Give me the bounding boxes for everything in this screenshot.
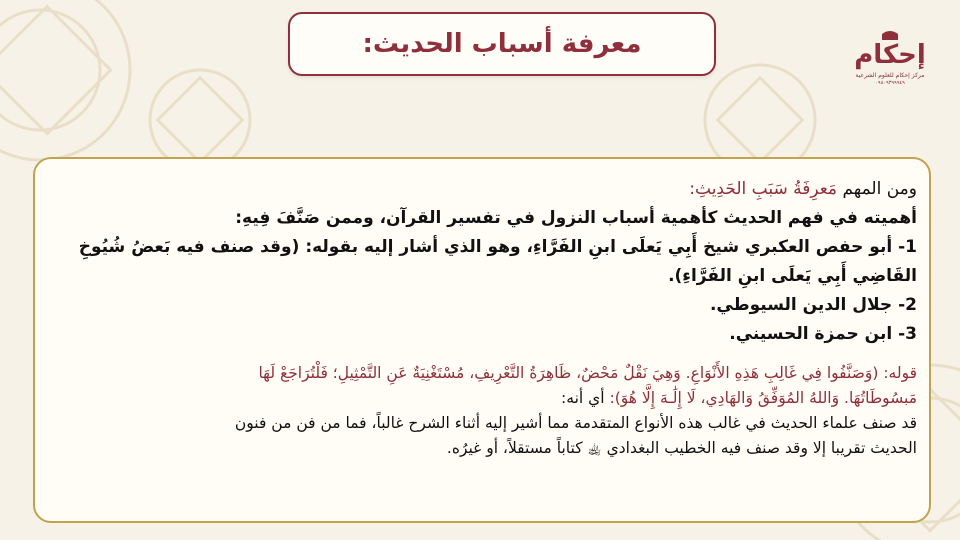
logo-subtitle: مركز إحكام للعلوم الشرعية bbox=[855, 72, 925, 79]
paragraph-1 bbox=[47, 175, 917, 204]
logo-contact: ٠٩٨٠٩٣٩٩٩٤٩ bbox=[875, 80, 905, 86]
page-title: معرفة أسباب الحديث: bbox=[362, 29, 642, 59]
quote-line-2 bbox=[47, 386, 917, 411]
list-item-1-cont: القَاضِي أَبِي يَعلَى ابنِ الفَرَّاءِ). bbox=[668, 266, 917, 286]
logo-word: إحكام bbox=[854, 40, 926, 70]
list-item-3: 3- ابن حمزة الحسيني. bbox=[729, 324, 917, 344]
list-item-2: 2- جلال الدين السيوطي. bbox=[709, 295, 917, 315]
p1-intro: ومن المهم bbox=[837, 179, 917, 199]
quote-line-2-note: أي أنه: bbox=[561, 389, 605, 407]
quote-line-2-text: مَبسُوطَاتُهَا. وَاللهُ المُوَفِّقُ وَالهَادِي، لَا إِلَٰـهَ إِلَّا هُوَ): bbox=[604, 389, 917, 407]
paragraph-2: أهميته في فهم الحديث كأهمية أسباب النزول في تفسير القرآن، وممن صَنَّفَ فِيهِ: bbox=[235, 208, 917, 228]
explanation-line-1: قد صنف علماء الحديث في غالب هذه الأنواع المتقدمة مما أشير إليه أثناء الشرح غالباً، فما من فن من فنون bbox=[234, 414, 917, 432]
content-box bbox=[33, 157, 931, 523]
logo bbox=[850, 30, 930, 94]
quote-line-1: قوله: (وَصَنَّفُوا فِي غَالِبِ هَذِهِ الأَنْوَاعِ. وَهِيَ نَقْلٌ مَحْضٌ، ظَاهِرَةُ التَّعْرِيفِ، مُسْتَغْنِيَةٌ عَنِ التَّمْثِيلِ؛ فَلْتُرَاجَعْ لَهَا bbox=[258, 364, 917, 382]
p1-term: مَعرِفَةُ سَبَبِ الحَدِيثِ: bbox=[689, 179, 838, 199]
list-item-1: 1- أبو حفص العكبري شيخ أَبِي يَعلَى ابنِ الفَرَّاءِ، وهو الذي أشار إليه بقوله: (وقد صنف فيه بَعضُ شُيُوخِ bbox=[78, 237, 917, 257]
title-banner bbox=[288, 12, 716, 76]
explanation-line-2: الحديث تقريبا إلا وقد صنف فيه الخطيب البغدادي ﵀ كتاباً مستقلاً، أو غيرُه. bbox=[446, 439, 917, 457]
mosque-icon bbox=[879, 30, 901, 40]
